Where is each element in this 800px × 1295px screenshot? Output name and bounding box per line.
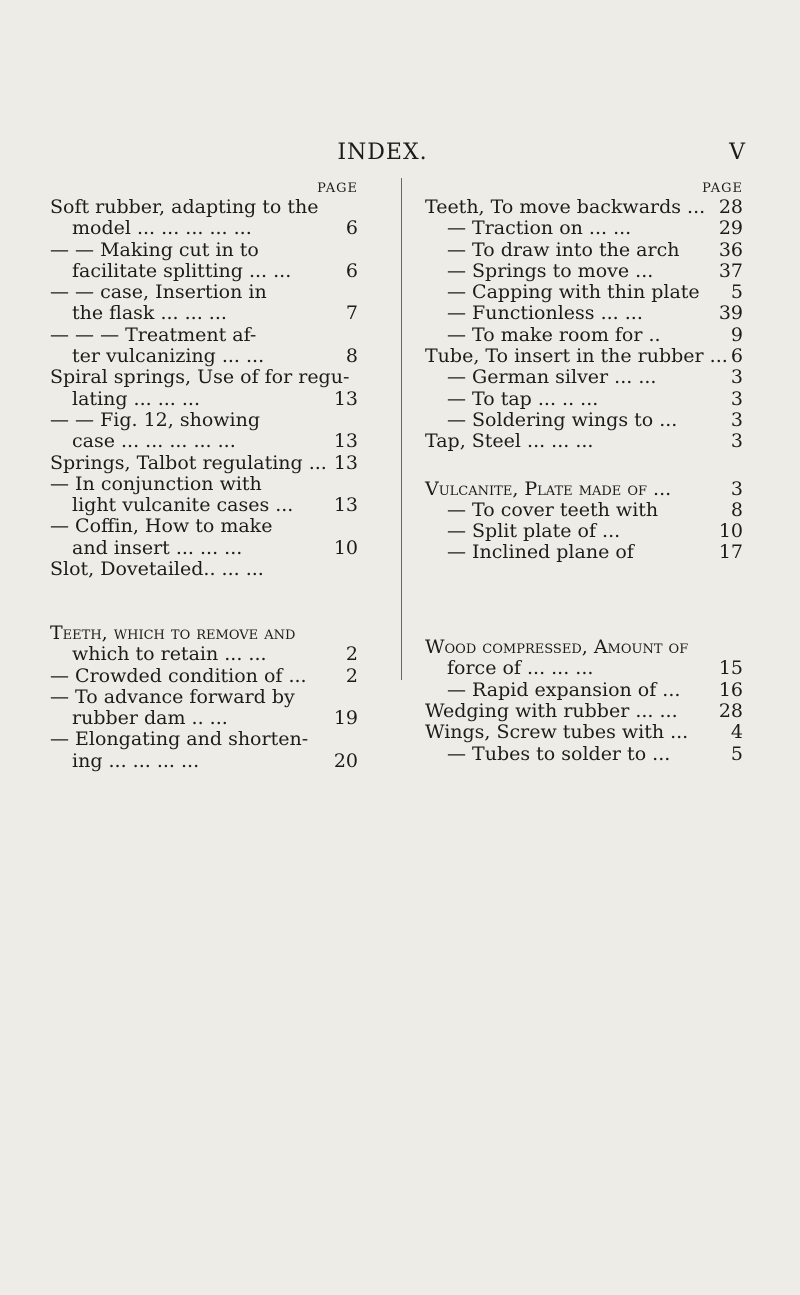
block-spacer	[425, 590, 745, 616]
index-column-left	[50, 180, 360, 772]
index-entry-text: — Capping with thin plate	[447, 281, 700, 304]
index-entry-text: Teeth, To move backwards ...	[425, 196, 706, 218]
index-entry-page: 13	[333, 387, 358, 410]
index-entry	[50, 751, 360, 772]
index-block	[425, 637, 745, 765]
index-entry-page: 36	[718, 238, 743, 261]
index-entry-text: — — case, Insertion in	[50, 281, 267, 304]
index-block	[425, 479, 745, 564]
index-entry-text: — Coffin, How to make	[50, 515, 273, 538]
index-entry-text: Wings, Screw tubes with ...	[425, 721, 689, 744]
index-entry	[50, 261, 360, 282]
index-entry-text: Spiral springs, Use of for regu-	[50, 366, 350, 389]
index-entry-page: 16	[718, 678, 743, 701]
index-entry-page: 6	[730, 345, 743, 368]
index-entry	[50, 623, 360, 644]
index-entry-page: 5	[730, 742, 743, 765]
column-page-label: PAGE	[702, 181, 743, 196]
index-entry	[425, 240, 745, 261]
index-entry-text: — — Fig. 12, showing	[50, 408, 261, 431]
index-entry-text: rubber dam .. ...	[72, 707, 228, 730]
index-block	[425, 197, 745, 453]
index-entry-text: — To draw into the arch	[447, 238, 680, 261]
index-entry	[425, 479, 745, 500]
index-entry	[50, 516, 360, 537]
index-entry-page: 2	[345, 643, 358, 666]
index-entry-text: — To tap ... .. ...	[447, 387, 599, 410]
index-entry-text: force of ... ... ...	[447, 657, 594, 680]
index-entry-text: — Inclined plane of	[447, 541, 634, 564]
index-entry-text: — To advance forward by	[50, 685, 295, 708]
block-spacer	[50, 602, 360, 623]
index-block	[50, 197, 360, 580]
index-entry	[50, 708, 360, 729]
page-number: V	[729, 140, 745, 165]
index-block	[50, 623, 360, 772]
page-header	[50, 140, 745, 170]
index-entry-text: — Springs to move ...	[447, 259, 654, 282]
index-entry-text: — Split plate of ...	[447, 520, 621, 543]
index-entry-page: 3	[730, 477, 743, 500]
index-entry-text: — Elongating and shorten-	[50, 728, 309, 751]
index-entry	[425, 197, 745, 218]
index-entry-page: 2	[345, 664, 358, 687]
index-entry	[50, 431, 360, 452]
index-entry-text: lating ... ... ...	[72, 387, 200, 410]
index-entry-text: Springs, Talbot regulating ...	[50, 451, 327, 474]
index-entry	[425, 744, 745, 765]
index-entry	[50, 197, 360, 218]
index-entry-text: — Functionless ... ...	[447, 302, 643, 325]
index-entry-text: Vulcanite, Plate made of ...	[425, 477, 672, 500]
index-entry-text: — Tubes to solder to ...	[447, 742, 671, 765]
index-entry-page: 6	[345, 259, 358, 282]
index-entry	[50, 367, 360, 388]
index-entry	[425, 521, 745, 542]
index-entry	[50, 346, 360, 367]
index-entry-text: light vulcanite cases ...	[72, 494, 294, 517]
block-spacer	[50, 580, 360, 601]
index-entry	[425, 431, 745, 452]
index-entry-text: — German silver ... ...	[447, 366, 657, 389]
column-page-label: PAGE	[317, 181, 358, 196]
index-entry-page: 13	[333, 451, 358, 474]
index-entry-page: 20	[333, 749, 358, 772]
index-entry	[50, 218, 360, 239]
index-entry	[50, 644, 360, 665]
index-entry	[425, 637, 745, 658]
index-entry-text: Tube, To insert in the rubber ...	[425, 345, 728, 368]
index-entry-text: — Rapid expansion of ...	[447, 678, 681, 701]
index-entry-page: 28	[718, 699, 743, 722]
index-entry-page: 3	[730, 430, 743, 453]
index-entry	[50, 410, 360, 431]
index-entry	[425, 282, 745, 303]
index-entry	[425, 389, 745, 410]
index-entry	[50, 325, 360, 346]
index-entry-page: 17	[718, 541, 743, 564]
index-entry	[425, 261, 745, 282]
index-entry-text: — Soldering wings to ...	[447, 408, 678, 431]
index-entry	[50, 240, 360, 261]
index-entry	[50, 389, 360, 410]
index-entry	[425, 325, 745, 346]
column-divider	[401, 178, 402, 680]
index-entry-page: 3	[730, 366, 743, 389]
index-entry	[425, 722, 745, 743]
index-entry-page: 10	[333, 536, 358, 559]
page-title: INDEX.	[337, 140, 428, 165]
index-entry-page: 8	[730, 498, 743, 521]
index-entry-page: 3	[730, 408, 743, 431]
index-entry	[425, 701, 745, 722]
index-entry-page: 7	[345, 302, 358, 325]
index-entry	[50, 474, 360, 495]
index-entry-text: the flask ... ... ...	[72, 302, 227, 325]
index-entry	[50, 729, 360, 750]
index-entry-text: — Crowded condition of ...	[50, 664, 307, 687]
index-entry-text: case ... ... ... ... ...	[72, 430, 236, 453]
index-entry-text: facilitate splitting ... ...	[72, 259, 292, 282]
index-entry	[425, 303, 745, 324]
index-entry-text: Wood compressed, Amount of	[425, 636, 689, 659]
index-entry-text: — Traction on ... ...	[447, 217, 632, 240]
index-entry-page: 4	[730, 721, 743, 744]
index-entry	[425, 218, 745, 239]
index-entry	[50, 495, 360, 516]
index-entry-text: Wedging with rubber ... ...	[425, 699, 678, 722]
index-entry	[425, 367, 745, 388]
index-entry-text: ing ... ... ... ...	[72, 749, 200, 772]
index-entry	[50, 282, 360, 303]
index-entry	[425, 658, 745, 679]
block-spacer	[425, 453, 745, 479]
index-entry	[50, 303, 360, 324]
index-entry-text: — — — Treatment af-	[50, 323, 257, 346]
index-column-right	[425, 180, 745, 765]
index-entry	[425, 410, 745, 431]
index-entry	[50, 666, 360, 687]
index-entry-page: 5	[730, 281, 743, 304]
index-entry-page: 29	[718, 217, 743, 240]
index-entry-text: — To cover teeth with	[447, 498, 659, 521]
index-entry-page: 37	[718, 259, 743, 282]
index-entry-text: Teeth, which to remove and	[50, 621, 296, 644]
index-entry	[425, 346, 745, 367]
index-entry-page: 15	[718, 657, 743, 680]
index-entry	[425, 542, 745, 563]
block-spacer	[425, 564, 745, 590]
index-entry-text: Slot, Dovetailed.. ... ...	[50, 558, 264, 581]
index-entry-page: 10	[718, 520, 743, 543]
index-entry-page: 39	[718, 302, 743, 325]
index-entry-page: 13	[333, 430, 358, 453]
index-entry-page: 8	[345, 345, 358, 368]
index-entry-text: ter vulcanizing ... ...	[72, 345, 265, 368]
index-entry	[50, 538, 360, 559]
index-entry-text: model ... ... ... ... ...	[72, 217, 252, 240]
index-entry-page: 28	[718, 196, 743, 218]
index-entry	[50, 453, 360, 474]
index-entry-text: Soft rubber, adapting to the	[50, 196, 319, 218]
index-entry	[425, 500, 745, 521]
index-entry-page: 19	[333, 707, 358, 730]
index-entry	[50, 687, 360, 708]
index-entry	[50, 559, 360, 580]
index-entry-text: — — Making cut in to	[50, 238, 259, 261]
index-entry-text: and insert ... ... ...	[72, 536, 243, 559]
block-spacer	[425, 616, 745, 637]
index-entry-page: 9	[730, 323, 743, 346]
index-entry-text: Tap, Steel ... ... ...	[425, 430, 594, 453]
index-entry-text: — In conjunction with	[50, 472, 262, 495]
index-entry-text: which to retain ... ...	[72, 643, 267, 666]
index-entry-page: 3	[730, 387, 743, 410]
index-entry	[425, 680, 745, 701]
index-entry-text: — To make room for ..	[447, 323, 661, 346]
index-entry-page: 13	[333, 494, 358, 517]
index-entry-page: 6	[345, 217, 358, 240]
